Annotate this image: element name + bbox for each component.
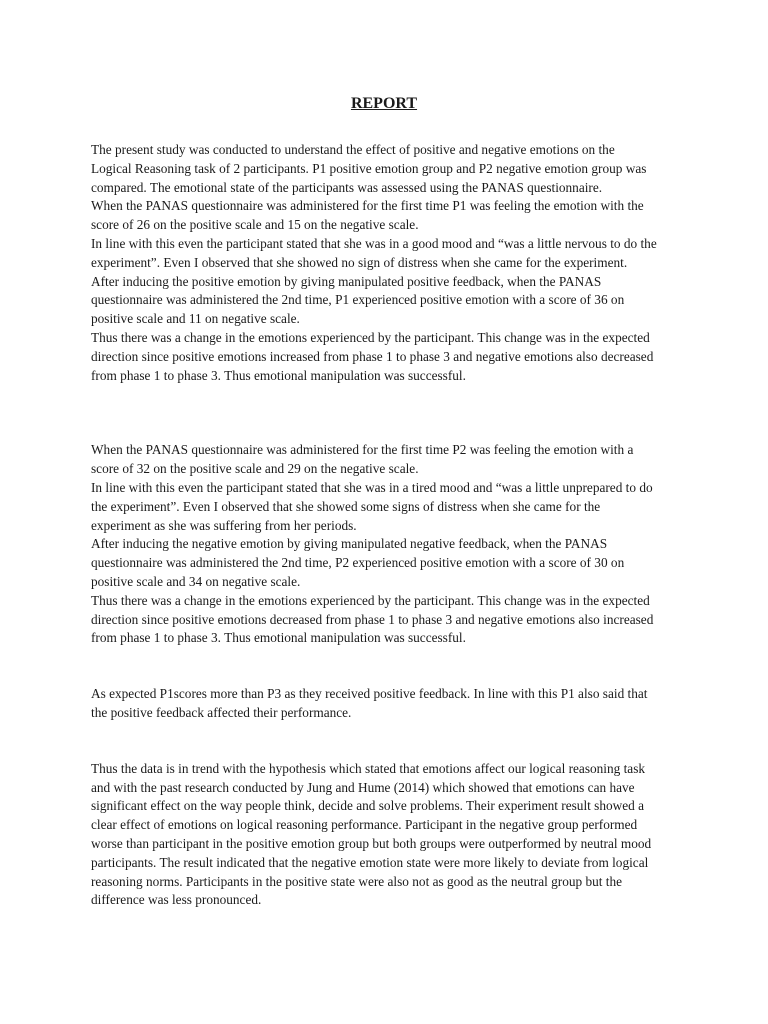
text-line: Thus there was a change in the emotions experienced by the participant. This change was in the expected — [91, 329, 650, 345]
text-line: experiment”. Even I observed that she showed no sign of distress when she came for the experiment. — [91, 254, 628, 270]
text-line: the positive feedback affected their performance. — [91, 704, 352, 720]
text-line: experiment as she was suffering from her periods. — [91, 517, 357, 533]
text-line: After inducing the positive emotion by giving manipulated positive feedback, when the PANAS — [91, 273, 602, 289]
report-title: REPORT — [350, 95, 418, 112]
paragraph-p1-analysis — [91, 141, 691, 385]
text-line: from phase 1 to phase 3. Thus emotional manipulation was successful. — [91, 367, 466, 383]
paragraph-spacer — [91, 385, 691, 441]
text-line: from phase 1 to phase 3. Thus emotional manipulation was successful. — [91, 630, 466, 646]
text-line: score of 26 on the positive scale and 15 on the negative scale. — [91, 217, 419, 233]
text-line: significant effect on the way people think, decide and solve problems. Their experiment result showed a — [91, 798, 645, 814]
text-line: When the PANAS questionnaire was administered for the first time P2 was feeling the emotion with a — [91, 442, 634, 458]
text-line: direction since positive emotions increased from phase 1 to phase 3 and negative emotions also decreased — [91, 348, 654, 364]
paragraph-conclusion — [91, 760, 691, 910]
text-line: score of 32 on the positive scale and 29 on the negative scale. — [91, 461, 419, 477]
text-line: direction since positive emotions decreased from phase 1 to phase 3 and negative emotions also increased — [91, 611, 654, 627]
text-line: Thus the data is in trend with the hypothesis which stated that emotions affect our logical reasoning task — [91, 760, 646, 776]
text-line: Thus there was a change in the emotions experienced by the participant. This change was in the expected — [91, 592, 650, 608]
text-line: In line with this even the participant stated that she was in a good mood and “was a little nervous to do the — [91, 235, 657, 251]
paragraph-p2-analysis — [91, 441, 691, 648]
text-line: In line with this even the participant stated that she was in a tired mood and “was a little unprepared to do — [91, 479, 653, 495]
paragraph-spacer — [91, 723, 691, 760]
text-line: questionnaire was administered the 2nd time, P2 experienced positive emotion with a score of 30 on — [91, 555, 625, 571]
text-line: positive scale and 34 on negative scale. — [91, 573, 301, 589]
text-line: compared. The emotional state of the participants was assessed using the PANAS questionnaire. — [91, 179, 603, 195]
text-line: Logical Reasoning task of 2 participants. P1 positive emotion group and P2 negative emotion group was — [91, 160, 647, 176]
text-line: clear effect of emotions on logical reasoning performance. Participant in the negative group performed — [91, 817, 638, 833]
text-line: The present study was conducted to understand the effect of positive and negative emotions on the — [91, 142, 615, 157]
text-line: worse than participant in the positive emotion group but both groups were outperformed by neutral mood — [91, 835, 652, 851]
text-line: As expected P1scores more than P3 as they received positive feedback. In line with this P1 also said that — [91, 686, 648, 702]
paragraph-spacer — [91, 648, 691, 685]
paragraph-comparison — [91, 685, 691, 723]
text-line: After inducing the negative emotion by giving manipulated negative feedback, when the PANAS — [91, 536, 608, 552]
text-line: and with the past research conducted by Jung and Hume (2014) which showed that emotions can have — [91, 779, 635, 795]
text-line: the experiment”. Even I observed that she showed some signs of distress when she came for the — [91, 498, 601, 514]
text-line: participants. The result indicated that the negative emotion state were more likely to deviate from logical — [91, 854, 649, 870]
text-line: difference was less pronounced. — [91, 892, 262, 908]
text-line: positive scale and 11 on negative scale. — [91, 311, 300, 327]
text-line: reasoning norms. Participants in the positive state were also not as good as the neutral group but the — [91, 873, 623, 889]
text-line: questionnaire was administered the 2nd time, P1 experienced positive emotion with a score of 36 on — [91, 292, 625, 308]
text-line: When the PANAS questionnaire was administered for the first time P1 was feeling the emotion with the — [91, 198, 644, 214]
report-body — [91, 141, 691, 910]
